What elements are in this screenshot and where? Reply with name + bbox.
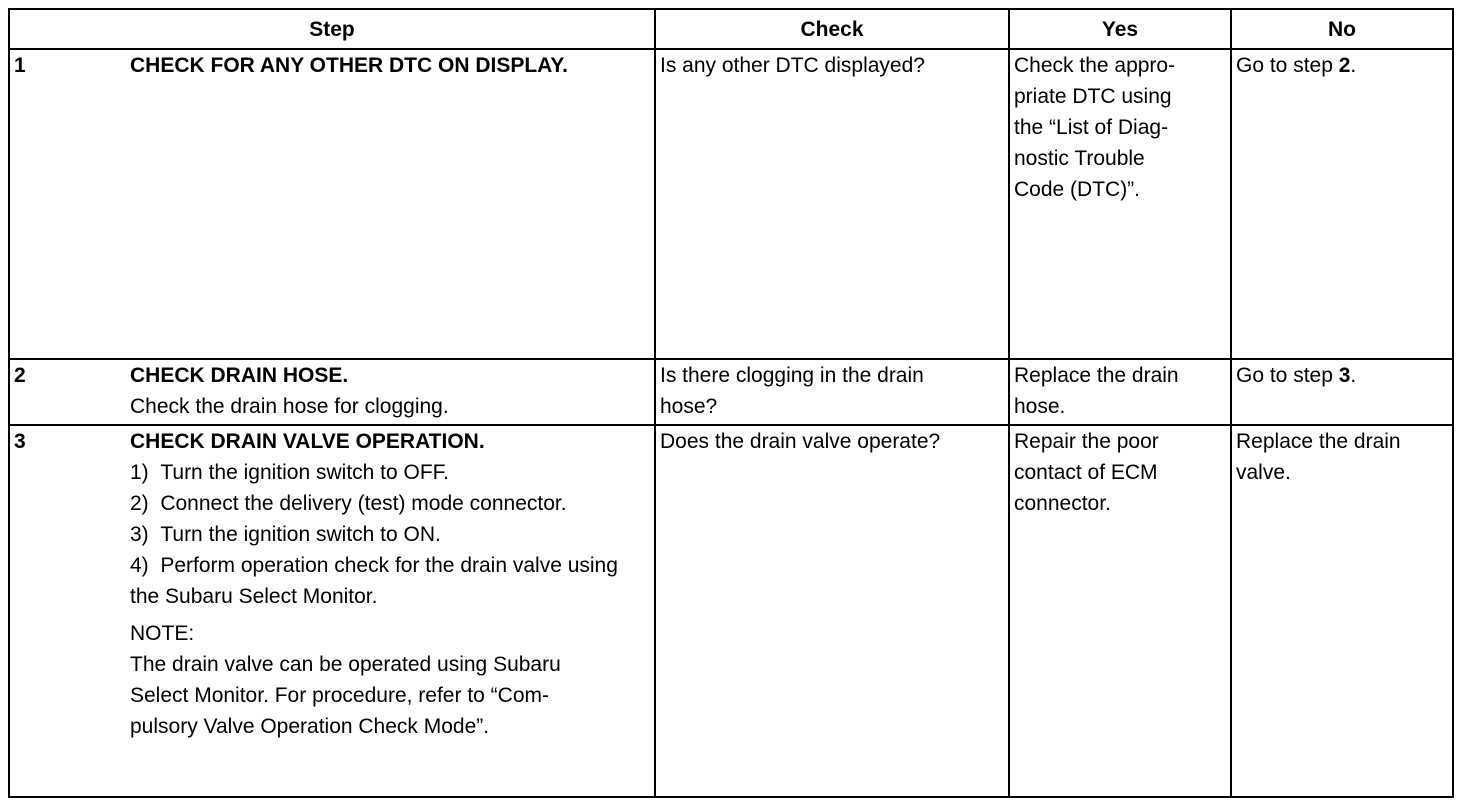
check-text: Is any other DTC displayed? — [660, 54, 925, 77]
diagnostic-table — [8, 8, 1454, 798]
step-title: CHECK DRAIN HOSE. — [130, 364, 349, 387]
no-step-ref: 2 — [1338, 54, 1351, 77]
check-text: Does the drain valve operate? — [660, 430, 941, 453]
step-cell — [9, 359, 655, 425]
check-cell — [655, 49, 1009, 359]
header-step: Step — [9, 9, 655, 49]
yes-text-line: priate DTC using — [1014, 85, 1172, 108]
note-text-line: pulsory Valve Operation Check Mode”. — [130, 715, 490, 738]
step-body-text: Check the drain hose for clogging. — [130, 395, 449, 418]
check-text-line: hose? — [660, 395, 718, 418]
yes-text-line: the “List of Diag- — [1014, 116, 1169, 139]
step-instruction-item: 4) Perform operation check for the drain valve using the Subaru Select Monitor. — [130, 554, 618, 608]
check-cell — [655, 425, 1009, 797]
header-row — [9, 9, 1453, 49]
no-cell — [1231, 425, 1453, 797]
check-cell — [655, 359, 1009, 425]
no-text-suffix: . — [1350, 54, 1357, 77]
yes-text-line: Check the appro- — [1014, 54, 1176, 77]
header-yes: Yes — [1009, 9, 1231, 49]
no-cell — [1231, 359, 1453, 425]
yes-cell — [1009, 49, 1231, 359]
header-no: No — [1231, 9, 1453, 49]
check-text-line: Is there clogging in the drain — [660, 364, 924, 387]
step-title: CHECK DRAIN VALVE OPERATION. — [130, 430, 485, 453]
yes-cell — [1009, 425, 1231, 797]
step-instruction-item: 3) Turn the ignition switch to ON. — [130, 523, 441, 546]
step-number: 1 — [14, 54, 26, 77]
yes-text-line: contact of ECM — [1014, 461, 1158, 484]
step-title: CHECK FOR ANY OTHER DTC ON DISPLAY. — [130, 54, 568, 77]
yes-text-line: Repair the poor — [1014, 430, 1159, 453]
step-instruction-item: 1) Turn the ignition switch to OFF. — [130, 461, 450, 484]
note-text-line: Select Monitor. For procedure, refer to “Com- — [130, 684, 549, 707]
table-row — [9, 49, 1453, 359]
step-cell — [9, 425, 655, 797]
step-number: 3 — [14, 430, 26, 453]
no-text-prefix: Go to step — [1236, 364, 1339, 387]
diagnostic-procedure-sheet — [8, 8, 1452, 798]
yes-text-line: Replace the drain — [1014, 364, 1179, 387]
step-instruction-item: 2) Connect the delivery (test) mode connector. — [130, 492, 567, 515]
yes-text-line: nostic Trouble — [1014, 147, 1145, 170]
yes-text-line: Code (DTC)”. — [1014, 178, 1141, 201]
no-cell — [1231, 49, 1453, 359]
yes-text-line: hose. — [1014, 395, 1066, 418]
table-row — [9, 425, 1453, 797]
yes-cell — [1009, 359, 1231, 425]
step-number: 2 — [14, 364, 26, 387]
no-text-line: Replace the drain — [1236, 430, 1401, 453]
note-text-line: The drain valve can be operated using Subaru — [130, 653, 561, 676]
no-text-line: valve. — [1236, 461, 1291, 484]
header-check: Check — [655, 9, 1009, 49]
step-cell — [9, 49, 655, 359]
note-label: NOTE: — [130, 622, 195, 645]
no-text-prefix: Go to step — [1236, 54, 1339, 77]
no-step-ref: 3 — [1338, 364, 1351, 387]
table-row — [9, 359, 1453, 425]
yes-text-line: connector. — [1014, 492, 1111, 515]
no-text-suffix: . — [1350, 364, 1357, 387]
